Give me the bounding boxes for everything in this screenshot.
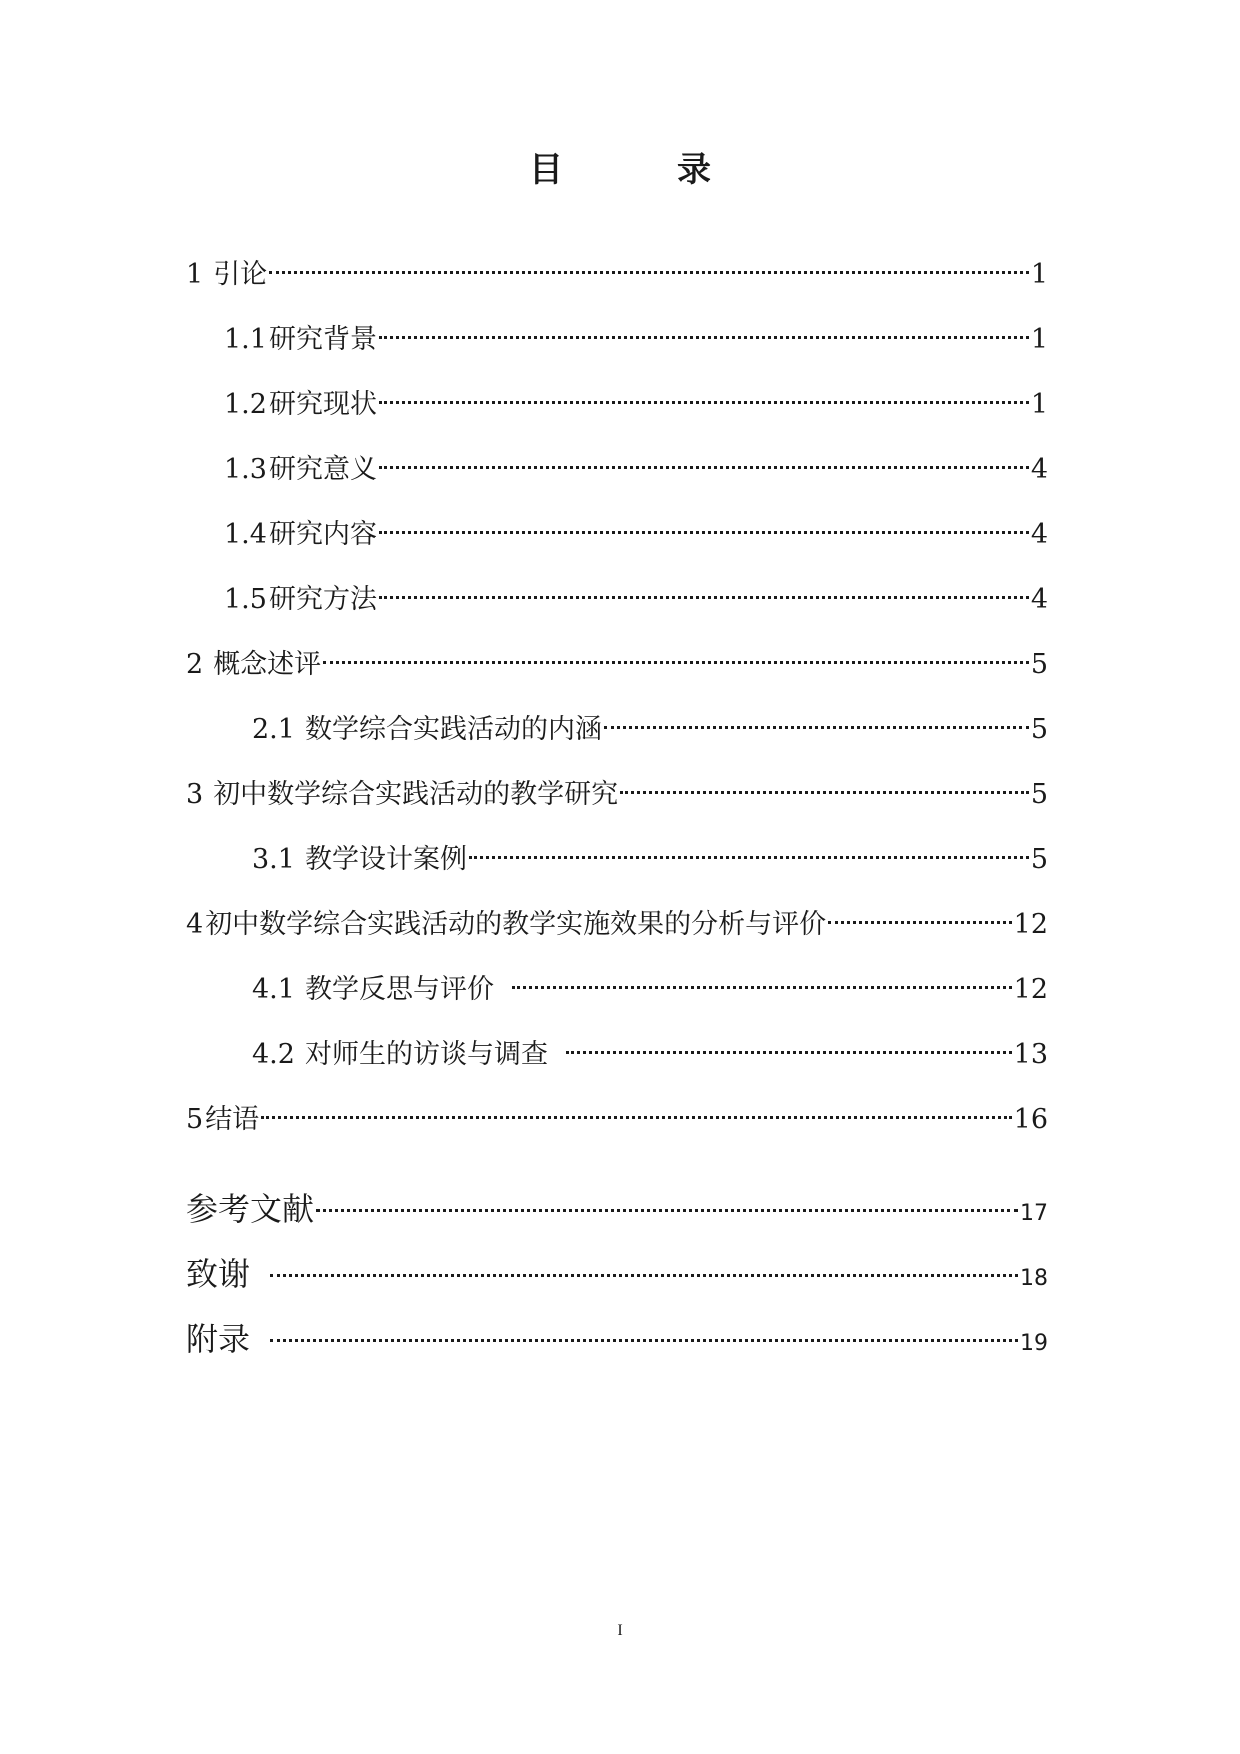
back-matter-page: 19	[1020, 1331, 1048, 1356]
toc-entry-text: 研究方法	[268, 584, 377, 615]
back-matter-text: 参考文献	[186, 1190, 315, 1228]
toc-entry-page: 4	[1030, 454, 1048, 485]
toc-entry-number: 1.1	[224, 324, 267, 355]
toc-entry[interactable]	[186, 1100, 1048, 1165]
dot-leader	[604, 726, 1029, 729]
toc-entry-page: 5	[1030, 649, 1048, 680]
dot-leader	[270, 1339, 1018, 1342]
toc-entry-number: 1.4	[224, 519, 267, 550]
toc-entry-text: 教学设计案例	[304, 844, 467, 875]
toc-entry-text: 初中数学综合实践活动的教学研究	[213, 779, 619, 810]
toc-entry-text: 教学反思与评价	[304, 974, 494, 1005]
toc-entry[interactable]	[186, 840, 1048, 905]
toc-entry-number: 4	[186, 909, 204, 940]
toc-entry-number: 3	[186, 779, 204, 810]
toc-entry-text: 研究意义	[268, 454, 377, 485]
toc-entry-text: 引论	[213, 259, 268, 290]
dot-leader	[512, 986, 1012, 989]
back-matter-page: 18	[1020, 1266, 1048, 1291]
dot-leader	[469, 856, 1029, 859]
toc-entry[interactable]	[186, 320, 1048, 385]
toc-entry[interactable]	[186, 645, 1048, 710]
toc-entry[interactable]	[186, 970, 1048, 1035]
back-matter-entry[interactable]	[186, 1317, 1048, 1382]
toc-entry-page: 5	[1030, 779, 1048, 810]
toc-entry-number: 3.1	[252, 844, 295, 875]
dot-leader	[379, 336, 1029, 339]
toc-entry-page: 12	[1013, 974, 1048, 1005]
toc-title: 目 录	[529, 150, 751, 190]
back-matter-page: 17	[1020, 1201, 1048, 1226]
toc-entry-page: 4	[1030, 519, 1048, 550]
toc-entry[interactable]	[186, 580, 1048, 645]
toc-list	[186, 255, 1048, 1165]
toc-entry-number: 1.5	[224, 584, 267, 615]
toc-entry-page: 13	[1013, 1039, 1048, 1070]
back-matter-list	[186, 1187, 1048, 1382]
toc-entry-number: 4.2	[252, 1039, 295, 1070]
toc-entry[interactable]	[186, 255, 1048, 320]
toc-entry-text: 初中数学综合实践活动的教学实施效果的分析与评价	[205, 909, 827, 940]
toc-entry[interactable]	[186, 905, 1048, 970]
toc-entry-page: 5	[1030, 714, 1048, 745]
dot-leader	[269, 271, 1029, 274]
toc-entry[interactable]	[186, 1035, 1048, 1100]
dot-leader	[316, 1209, 1018, 1212]
toc-entry-number: 2	[186, 649, 204, 680]
toc-entry-text: 概念述评	[213, 649, 322, 680]
toc-entry-page: 1	[1030, 389, 1048, 420]
back-matter-text: 附录	[186, 1320, 251, 1358]
page-number-footer: I	[617, 1622, 623, 1639]
toc-entry-number: 5	[186, 1104, 204, 1135]
toc-entry-number: 1.2	[224, 389, 267, 420]
dot-leader	[270, 1274, 1018, 1277]
toc-entry-page: 4	[1030, 584, 1048, 615]
toc-entry-number: 2.1	[252, 714, 295, 745]
toc-entry[interactable]	[186, 450, 1048, 515]
dot-leader	[379, 401, 1029, 404]
dot-leader	[379, 531, 1029, 534]
toc-entry-number: 4.1	[252, 974, 295, 1005]
toc-entry-text: 结语	[205, 1104, 260, 1135]
dot-leader	[379, 596, 1029, 599]
dot-leader	[620, 791, 1029, 794]
toc-entry-page: 1	[1030, 259, 1048, 290]
toc-entry-page: 12	[1013, 909, 1048, 940]
toc-entry-page: 16	[1013, 1104, 1048, 1135]
toc-entry-text: 研究现状	[268, 389, 377, 420]
toc-entry-page: 5	[1030, 844, 1048, 875]
toc-entry[interactable]	[186, 710, 1048, 775]
back-matter-entry[interactable]	[186, 1187, 1048, 1252]
dot-leader	[379, 466, 1029, 469]
dot-leader	[261, 1116, 1011, 1119]
toc-entry-text: 数学综合实践活动的内涵	[304, 714, 602, 745]
toc-entry[interactable]	[186, 515, 1048, 580]
toc-entry[interactable]	[186, 385, 1048, 450]
dot-leader	[828, 921, 1011, 924]
toc-entry-text: 研究内容	[268, 519, 377, 550]
toc-entry-page: 1	[1030, 324, 1048, 355]
toc-entry-text: 对师生的访谈与调查	[304, 1039, 548, 1070]
toc-entry-text: 研究背景	[268, 324, 377, 355]
dot-leader	[323, 661, 1029, 664]
toc-entry-number: 1.3	[224, 454, 267, 485]
dot-leader	[566, 1051, 1012, 1054]
toc-entry[interactable]	[186, 775, 1048, 840]
toc-entry-number: 1	[186, 259, 204, 290]
back-matter-entry[interactable]	[186, 1252, 1048, 1317]
back-matter-text: 致谢	[186, 1255, 251, 1293]
